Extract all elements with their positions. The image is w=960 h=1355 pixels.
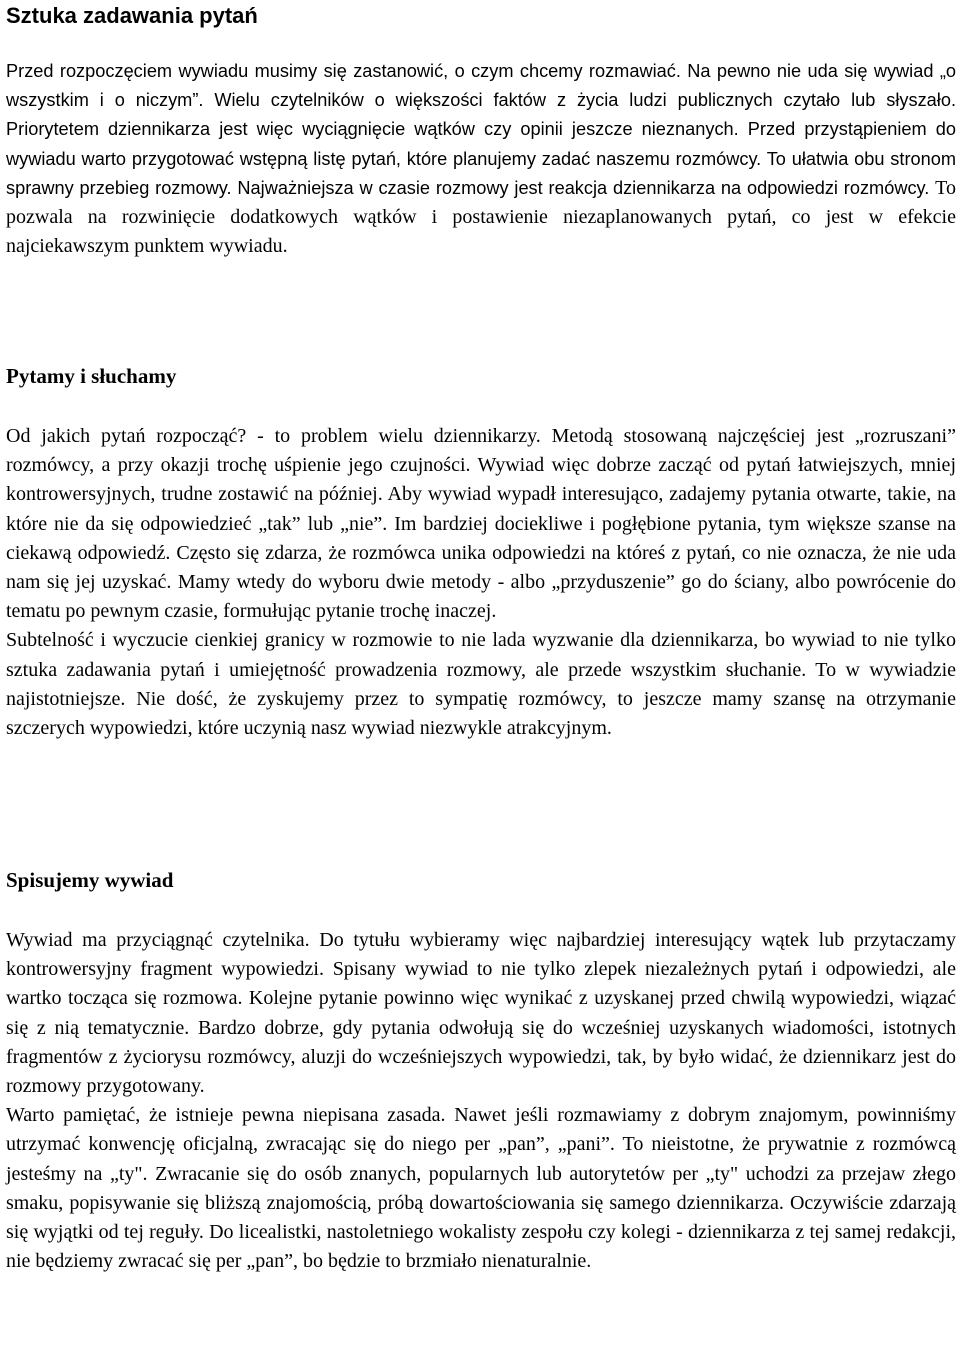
intro-serif-text: To pozwala na rozwinięcie dodatkowych wątków i postawienie niezaplanowanych pytań, co jest w efekcie najciekawszym punktem wywiadu. (6, 176, 956, 258)
section-spisujemy-body (6, 926, 956, 1276)
section-pytamy-body (6, 422, 956, 743)
document-title: Sztuka zadawania pytań (6, 3, 258, 28)
section-spisujemy-paragraph-2: Warto pamiętać, że istnieje pewna niepisana zasada. Nawet jeśli rozmawiamy z dobrym znajomym, powinniśmy utrzymać konwencję oficjalną, zwracając się do niego per „pan”, „pani”. To nieistotne, że prywatnie z rozmówcą jesteśmy na „ty". Zwracanie się do osób znanych, popularnych lub autorytetów per „ty" uchodzi za przejaw złego smaku, popisywanie się bliższą znajomością, próbą dowartościowania się samego dziennikarza. Oczywiście zdarzają się wyjątki od tej reguły. Do licealistki, nastoletniego wokalisty zespołu czy kolegi - dziennikarza z tej samej redakcji, nie będziemy zwracać się per „pan”, bo będzie to brzmiało nienaturalnie. (6, 1104, 956, 1273)
section-heading-pytamy: Pytamy i słuchamy (6, 364, 177, 388)
section-heading-spisujemy: Spisujemy wywiad (6, 868, 174, 892)
section-pytamy-paragraph-1: Od jakich pytań rozpocząć? - to problem wielu dziennikarzy. Metodą stosowaną najczęściej jest „rozruszani” rozmówcy, a przy okazji trochę uśpienie jego czujności. Wywiad więc dobrze zacząć od pytań łatwiejszych, mniej kontrowersyjnych, trudne zostawić na później. Aby wywiad wypadł interesująco, zadajemy pytania otwarte, takie, na które nie da się odpowiedzieć „tak” lub „nie”. Im bardziej dociekliwe i pogłębione pytania, tym większe szanse na ciekawą odpowiedź. Często się zdarza, że rozmówca unika odpowiedzi na któreś z pytań, co nie oznacza, że nie uda nam się jej uzyskać. Mamy wtedy do wyboru dwie metody - albo „przyduszenie” go do ściany, albo powrócenie do tematu po pewnym czasie, formułując pytanie trochę inaczej. (6, 425, 956, 623)
document-page (6, 0, 956, 1273)
intro-sans-text: Przed rozpoczęciem wywiadu musimy się zastanowić, o czym chcemy rozmawiać. Na pewno nie uda się wywiad „o wszystkim i o niczym”. Wielu czytelników o większości faktów z życia ludzi publicznych czytało lub słyszało. Priorytetem dziennikarza jest więc wyciągnięcie wątków czy opinii jeszcze nieznanych. Przed przystąpieniem do wywiadu warto przygotować wstępną listę pytań, które planujemy zadać naszemu rozmówcy. To ułatwia obu stronom sprawny przebieg rozmowy. Najważniejsza w czasie rozmowy jest reakcja dziennikarza na odpowiedzi rozmówcy. (6, 61, 956, 198)
intro-paragraph (6, 57, 956, 261)
section-spisujemy-paragraph-1: Wywiad ma przyciągnąć czytelnika. Do tytułu wybieramy więc najbardziej interesujący wątek lub przytaczamy kontrowersyjny fragment wypowiedzi. Spisany wywiad to nie tylko zlepek niezależnych pytań i odpowiedzi, ale wartko tocząca się rozmowa. Kolejne pytanie powinno więc wynikać z uzyskanej przed chwilą wypowiedzi, wiązać się z nią tematycznie. Bardzo dobrze, gdy pytania odwołują się do wcześniej uzyskanych wiadomości, istotnych fragmentów z życiorysu rozmówcy, aluzji do wcześniejszych wypowiedzi, tak, by było widać, że dziennikarz jest do rozmowy przygotowany. (6, 929, 956, 1098)
section-pytamy-paragraph-2: Subtelność i wyczucie cienkiej granicy w rozmowie to nie lada wyzwanie dla dziennikarza, bo wywiad to nie tylko sztuka zadawania pytań i umiejętność prowadzenia rozmowy, ale przede wszystkim słuchanie. To w wywiadzie najistotniejsze. Nie dość, że zyskujemy przez to sympatię rozmówcy, to jeszcze mamy szansę na otrzymanie szczerych wypowiedzi, które uczynią nasz wywiad niezwykle atrakcyjnym. (6, 629, 956, 740)
